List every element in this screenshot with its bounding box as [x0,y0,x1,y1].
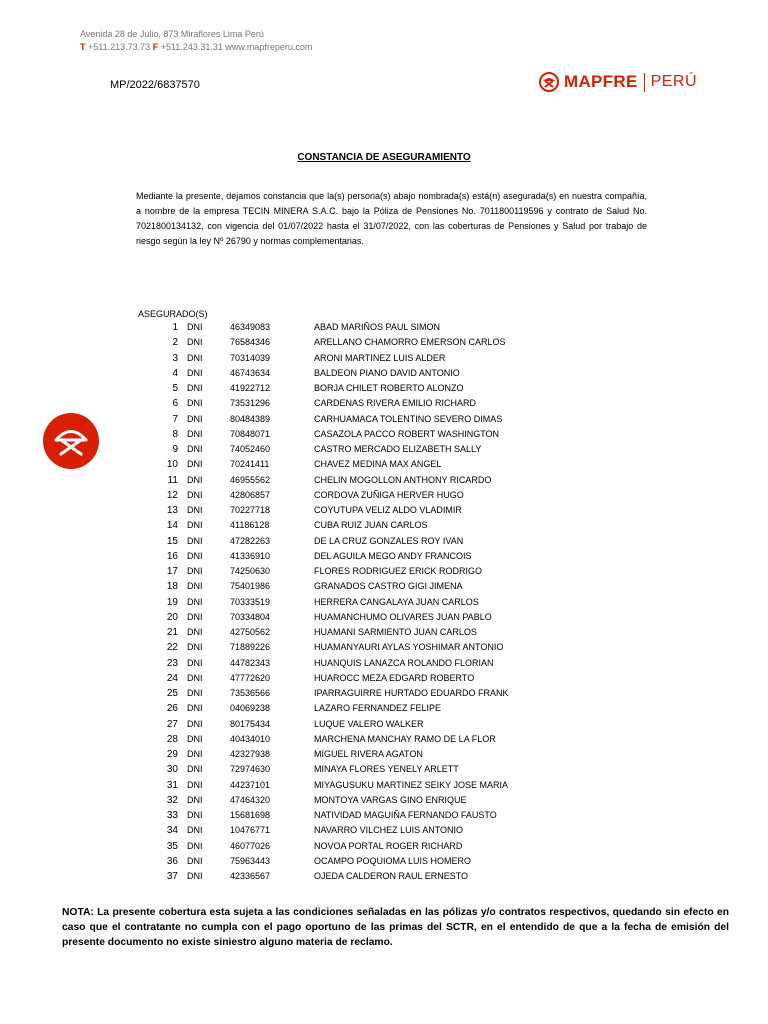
doc-type: DNI [187,444,203,454]
document-reference: MP/2022/6837570 [110,79,200,91]
row-number: 8 [172,428,178,440]
doc-type: DNI [187,688,203,698]
doc-number: 41186128 [230,520,270,531]
doc-type: DNI [187,489,203,500]
company-address-block [80,28,312,54]
insured-name: ARONI MARTINEZ LUIS ALDER [314,352,446,363]
insured-name: DE LA CRUZ GONZALES ROY IVAN [314,535,464,546]
intro-paragraph: Mediante la presente, dejamos constancia que la(s) persona(s) abajo nombrada(s) está(n) asegurada(s) en nuestra compañía, a nombre de la empresa TECIN MINERA S.A.C. bajo la Póliza de Pensiones No. 7011800119596 y contrato de Salud No. 7021800134132, con vigencia del 01/07/2022 hasta el 31/07/2022, con las coberturas de Pensiones y Salud por trabajo de riesgo según la ley Nº 26790 y normas complementarias. [136,191,647,246]
doc-type: DNI [187,352,203,363]
row-number: 29 [166,749,178,760]
table-row [0,671,768,686]
doc-type: DNI [187,825,203,836]
insured-name: NOVOA PORTAL ROGER RICHARD [314,840,463,851]
insured-name: NATIVIDAD MAGUIÑA FERNANDO FAUSTO [314,810,497,820]
doc-type: DNI [187,718,203,729]
insured-name: CARHUAMACA TOLENTINO SEVERO DIMAS [314,413,503,424]
table-row [0,625,768,640]
logo-divider [644,73,645,92]
doc-type: DNI [187,383,203,393]
doc-number: 41336910 [230,550,271,561]
row-number: 36 [166,855,178,867]
insured-name: MARCHENA MANCHAY RAMO DE LA FLOR [314,733,496,744]
doc-type: DNI [187,337,203,348]
doc-type: DNI [187,459,203,470]
insured-name: HUAMANCHUMO OLIVARES JUAN PABLO [314,611,492,622]
doc-type: DNI [187,413,203,424]
insured-name: HUAROCC MEZA EDGARD ROBERTO [314,672,475,683]
doc-number: 47282263 [230,535,271,546]
row-number: 18 [166,581,178,593]
table-row [0,869,768,884]
table-row [0,793,768,808]
doc-type: DNI [187,428,203,439]
doc-number: 72974630 [230,764,271,775]
table-row [0,351,768,366]
doc-number: 40434010 [230,733,271,744]
doc-type: DNI [187,733,203,744]
insured-name: HUAMANYAURI AYLAS YOSHIMAR ANTONIO [314,642,504,653]
insured-name: OJEDA CALDERON RAUL ERNESTO [314,871,469,881]
row-number: 6 [172,398,178,410]
table-row [0,579,768,594]
doc-type: DNI [187,794,203,805]
page-title: CONSTANCIA DE ASEGURAMIENTO [297,152,471,163]
table-row [0,534,768,549]
table-row [0,839,768,854]
row-number: 31 [166,779,178,791]
doc-type: DNI [187,764,203,775]
row-number: 10 [166,459,178,471]
insured-name: ARELLANO CHAMORRO EMERSON CARLOS [314,337,506,348]
doc-number: 10476771 [230,825,271,836]
doc-type: DNI [187,596,203,607]
doc-number: 74052460 [230,444,271,454]
insured-name: CORDOVA ZUÑIGA HERVER HUGO [314,489,464,500]
row-number: 21 [166,627,178,638]
doc-number: 71889226 [230,642,271,653]
doc-number: 42336567 [230,871,271,881]
doc-number: 73536566 [230,688,271,698]
table-row [0,549,768,564]
coverage-note: NOTA: La presente cobertura esta sujeta a las condiciones señaladas en las pólizas y/o contratos respectivos, quedando sin efecto en caso que el contratante no cumpla con el pago oportuno de las primas del SCTR, en el entendido de que a la fecha de emisión del presente documento no existe siniestro alguno materia de reclamo. [62,907,729,948]
table-row [0,732,768,747]
table-row [0,518,768,533]
insured-name: CUBA RUIZ JUAN CARLOS [314,520,428,531]
doc-number: 80484389 [230,413,271,424]
row-number: 25 [166,688,178,699]
doc-number: 42806857 [230,489,271,500]
doc-number: 70334804 [230,611,271,622]
row-number: 35 [166,840,178,852]
table-row [0,854,768,869]
row-number: 13 [166,505,178,516]
insured-name: MONTOYA VARGAS GINO ENRIQUE [314,794,467,805]
table-row [0,747,768,762]
doc-type: DNI [187,550,203,561]
insured-name: MINAYA FLORES YENELY ARLETT [314,764,459,775]
row-number: 20 [166,611,178,623]
doc-number: 42327938 [230,749,271,759]
row-number: 26 [166,703,178,715]
table-row [0,366,768,381]
doc-type: DNI [187,474,203,485]
country-name: PERÚ [650,73,698,90]
doc-type: DNI [187,779,203,790]
table-row [0,473,768,488]
doc-type: DNI [187,520,203,531]
doc-type: DNI [187,657,203,668]
doc-number: 70241411 [230,459,270,470]
row-number: 19 [166,596,178,608]
row-number: 22 [166,642,178,654]
contact-line [80,41,312,54]
table-row [0,488,768,503]
row-number: 34 [166,825,178,837]
doc-number: 44237101 [230,779,271,790]
insured-name: COYUTUPA VELIZ ALDO VLADIMIR [314,505,462,515]
table-row [0,595,768,610]
table-row [0,396,768,411]
insured-name: ABAD MARIÑOS PAUL SIMON [314,322,441,332]
doc-number: 74250630 [230,566,271,576]
insured-name: HERRERA CANGALAYA JUAN CARLOS [314,596,479,607]
table-row [0,610,768,625]
table-row [0,564,768,579]
insured-name: HUANQUIS LANAZCA ROLANDO FLORIAN [314,657,494,668]
table-row [0,320,768,335]
fax-and-web: +511.243.31.31 www.mapfreperu.com [160,42,313,52]
row-number: 5 [172,383,178,394]
row-number: 32 [166,794,178,806]
table-row [0,701,768,716]
row-number: 14 [166,520,178,532]
doc-number: 70848071 [230,428,271,439]
doc-number: 70314039 [230,352,271,363]
doc-type: DNI [187,367,203,378]
doc-type: DNI [187,398,203,409]
doc-type: DNI [187,566,203,576]
doc-type: DNI [187,840,203,851]
insured-name: DEL AGUILA MEGO ANDY FRANCOIS [314,550,472,561]
insured-name: CASAZOLA PACCO ROBERT WASHINGTON [314,428,500,439]
row-number: 23 [166,657,178,669]
table-row [0,427,768,442]
doc-number: 47464320 [230,794,271,805]
row-number: 9 [172,444,178,455]
doc-type: DNI [187,672,203,683]
table-row [0,442,768,457]
insured-name: FLORES RODRIGUEZ ERICK RODRIGO [314,566,483,576]
table-row [0,503,768,518]
doc-number: 73531296 [230,398,271,409]
table-row [0,381,768,396]
insured-name: OCAMPO POQUIOMA LUIS HOMERO [314,855,472,866]
doc-number: 44782343 [230,657,271,668]
row-number: 33 [166,810,178,821]
row-number: 12 [166,489,178,501]
doc-number: 15681698 [230,810,271,820]
doc-type: DNI [187,505,203,515]
doc-number: 41922712 [230,383,271,393]
table-row [0,412,768,427]
doc-type: DNI [187,749,203,759]
row-number: 2 [172,337,178,349]
doc-number: 76584346 [230,337,271,348]
table-row [0,823,768,838]
doc-number: 46349083 [230,322,271,332]
insured-name: LAZARO FERNANDEZ FELIPE [314,703,442,714]
row-number: 37 [166,871,178,882]
insured-name: MIGUEL RIVERA AGATON [314,749,423,759]
doc-type: DNI [187,627,203,637]
table-row [0,686,768,701]
brand-name: MAPFRE [564,72,638,91]
table-row [0,717,768,732]
table-row [0,335,768,350]
fax-label: F [152,42,159,52]
doc-number: 47772620 [230,672,271,683]
doc-type: DNI [187,810,203,820]
doc-number: 42750562 [230,627,271,637]
row-number: 15 [166,535,178,547]
insured-name: CARDENAS RIVERA EMILIO RICHARD [314,398,477,409]
insured-name: NAVARRO VILCHEZ LUIS ANTONIO [314,825,464,836]
row-number: 28 [166,733,178,745]
insured-name: CHAVEZ MEDINA MAX ANGEL [314,459,442,470]
table-row [0,656,768,671]
doc-type: DNI [187,322,203,332]
insured-name: HUAMANI SARMIENTO JUAN CARLOS [314,627,477,637]
table-row [0,762,768,777]
doc-number: 46743634 [230,367,271,378]
doc-type: DNI [187,581,203,592]
phone-number: +511.213.73.73 [88,42,151,52]
row-number: 16 [166,550,178,562]
row-number: 1 [172,322,178,333]
row-number: 7 [172,413,178,425]
doc-number: 70227718 [230,505,271,515]
doc-number: 75401986 [230,581,271,592]
doc-type: DNI [187,642,203,653]
table-row [0,808,768,823]
doc-number: 80175434 [230,718,271,729]
row-number: 3 [172,352,178,364]
doc-number: 04069238 [230,703,271,714]
insured-name: MIYAGUSUKU MARTINEZ SEIKY JOSE MARIA [314,779,509,790]
mapfre-logo-icon [539,72,559,92]
row-number: 17 [166,566,178,577]
insured-header: ASEGURADO(S) [138,309,208,319]
doc-type: DNI [187,535,203,546]
doc-number: 75963443 [230,855,271,866]
doc-type: DNI [187,703,203,714]
doc-number: 46077026 [230,840,271,851]
doc-type: DNI [187,611,203,622]
row-number: 4 [172,367,178,379]
table-row [0,778,768,793]
doc-number: 70333519 [230,596,271,607]
doc-type: DNI [187,855,203,866]
insured-name: BORJA CHILET ROBERTO ALONZO [314,383,464,393]
row-number: 30 [166,764,178,776]
phone-label: T [80,42,86,52]
mapfre-logo [539,70,697,94]
insured-name: CASTRO MERCADO ELIZABETH SALLY [314,444,482,454]
insured-name: CHELIN MOGOLLON ANTHONY RICARDO [314,474,492,485]
row-number: 11 [167,474,178,486]
row-number: 27 [166,718,178,730]
row-number: 24 [166,672,178,684]
address-line: Avenida 28 de Julio, 873 Miraflores Lima Perú [80,29,264,39]
table-row [0,640,768,655]
insured-name: IPARRAGUIRRE HURTADO EDUARDO FRANK [314,688,509,698]
table-row [0,457,768,472]
insured-name: GRANADOS CASTRO GIGI JIMENA [314,581,463,592]
doc-number: 46955562 [230,474,271,485]
insured-name: LUQUE VALERO WALKER [314,718,424,729]
insured-name: BALDEON PIANO DAVID ANTONIO [314,367,460,378]
doc-type: DNI [187,871,203,881]
